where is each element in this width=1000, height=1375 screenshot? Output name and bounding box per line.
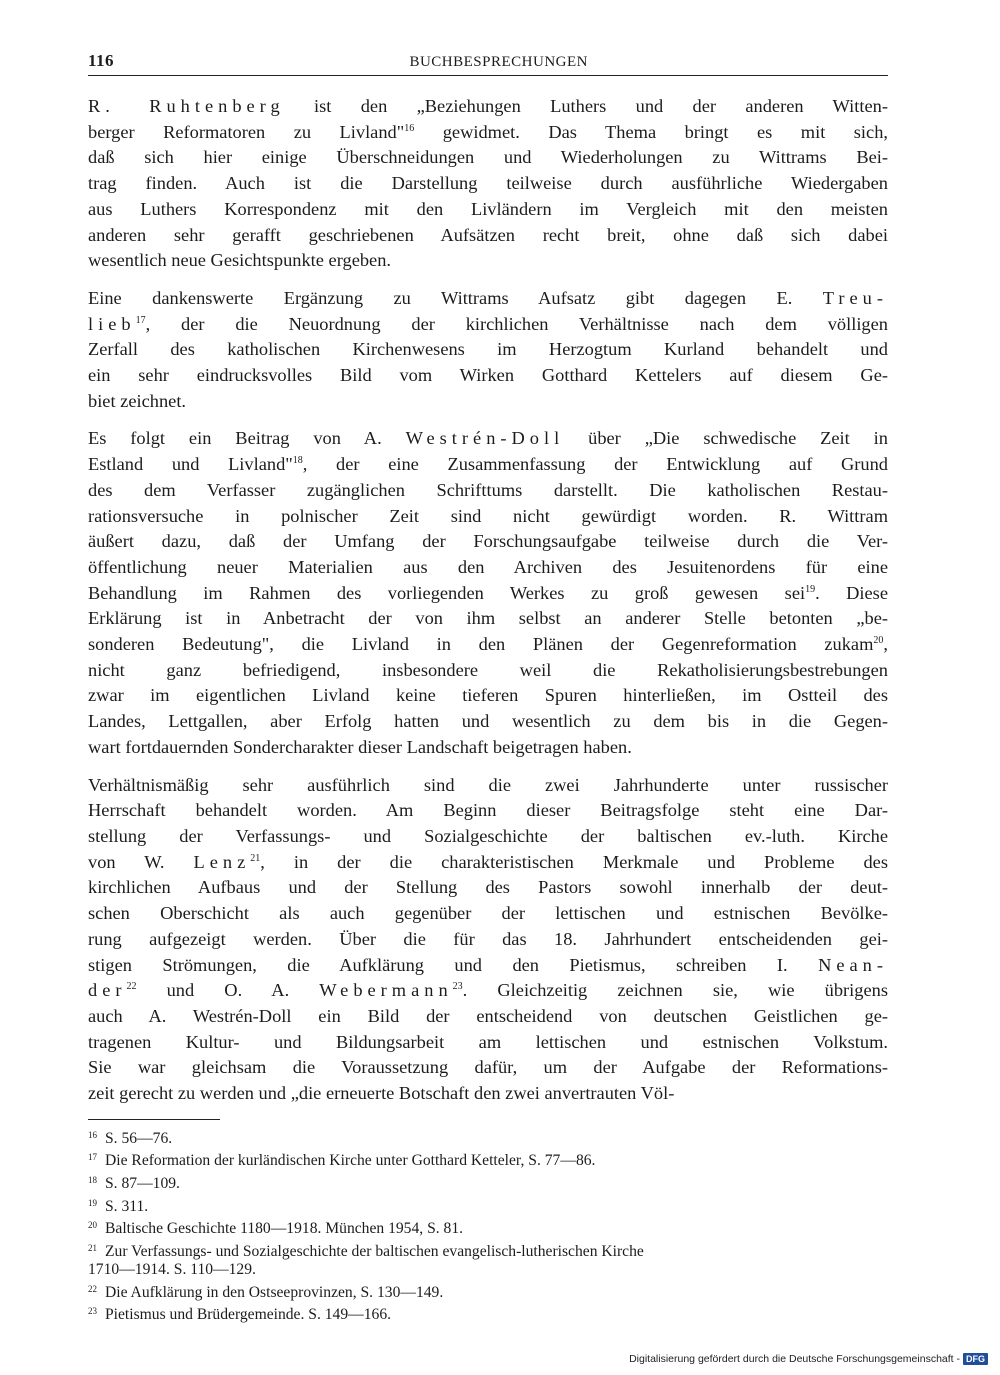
dfg-logo-icon: DFG: [963, 1353, 988, 1365]
footnote-ref: 21: [250, 852, 261, 864]
text-line: Estland und Livland"$^{18}$, der eine Zusammenfassung der Entwicklung auf Grund: [88, 454, 888, 475]
footnote-number: 22: [88, 1283, 97, 1294]
text-line: Erklärung ist in Anbetracht der von ihm selbst an anderer Stelle betonten „be-: [88, 608, 888, 629]
spaced-name: Webermann: [319, 980, 453, 1001]
text-line: nicht ganz befriedigend, insbesondere weil die Rekatholisierungsbestrebungen: [88, 659, 888, 680]
text-line: R. Ruhtenberg ist den „Beziehungen Luthers und der anderen Witten-: [88, 96, 888, 116]
footnote: [88, 1280, 888, 1303]
paragraph: [88, 94, 888, 274]
footnote-ref: 18: [292, 455, 303, 467]
spaced-name: der: [88, 980, 127, 1001]
body-text: [88, 94, 888, 1107]
footnote-text: Die Aufklärung in den Ostseeprovinzen, S. 130—149.: [105, 1283, 444, 1301]
text-line: des dem Verfasser zugänglichen Schrifttums darstellt. Die katholischen Restau-: [88, 479, 888, 500]
text-line: Landes, Lettgallen, aber Erfolg hatten und wesentlich zu dem bis in die Gegen-: [88, 711, 888, 732]
footnote: [88, 1302, 888, 1325]
text-line: äußert dazu, daß der Umfang der Forschungsaufgabe teilweise durch die Ver-: [88, 531, 888, 552]
footnote: [88, 1261, 888, 1280]
footnote-number: 21: [88, 1242, 97, 1253]
text-line: Eine dankenswerte Ergänzung zu Wittrams Aufsatz gibt dagegen E. Treu-: [88, 287, 888, 308]
footnote-text: Die Reformation der kurländischen Kirche unter Gotthard Ketteler, S. 77—86.: [105, 1152, 596, 1170]
page: [88, 50, 888, 1325]
footnote-ref: 20: [873, 635, 884, 647]
footnote-number: 17: [88, 1152, 97, 1163]
digitization-credit: [629, 1353, 988, 1365]
text-line: stigen Strömungen, die Aufklärung und den Pietismus, schreiben I. Nean-: [88, 954, 888, 975]
footnotes: [88, 1126, 888, 1325]
footnote: [88, 1239, 888, 1262]
footnote: [88, 1171, 888, 1194]
text-line: Behandlung im Rahmen des vorliegenden Werkes zu groß gewesen sei$^{19}$. Diese: [88, 582, 888, 603]
footnote-text: S. 56—76.: [105, 1129, 173, 1147]
text-line: tragenen Kultur- und Bildungsarbeit am lettischen und estnischen Volkstum.: [88, 1031, 888, 1052]
page-number: 116: [88, 51, 115, 70]
paragraph: [88, 426, 888, 760]
spaced-name: Westrén-Doll: [405, 428, 565, 449]
text-line: biet zeichnet.: [88, 390, 187, 411]
footnote-number: 16: [88, 1129, 97, 1140]
footnote-number: 20: [88, 1220, 97, 1231]
text-line: Es folgt ein Beitrag von A. Westrén-Doll über „Die schwedische Zeit in: [88, 428, 888, 449]
footnote: [88, 1126, 888, 1149]
text-line: wart fortdauernden Sondercharakter dieser Landschaft beigetragen haben.: [88, 736, 632, 757]
text-line: auch A. Westrén-Doll ein Bild der entscheidend von deutschen Geistlichen ge-: [88, 1005, 888, 1026]
footnote-ref: 17: [135, 314, 146, 326]
text-line: Zerfall des katholischen Kirchenwesens im Herzogtum Kurland behandelt und: [88, 339, 888, 360]
text-line: zwar im eigentlichen Livland keine tieferen Spuren hinterließen, im Ostteil des: [88, 685, 888, 706]
credit-text: Digitalisierung gefördert durch die Deutsche Forschungsgemeinschaft -: [629, 1353, 960, 1365]
text-line: sonderen Bedeutung", die Livland in den Plänen der Gegenreformation zukam$^{20}$,: [88, 634, 888, 655]
spaced-name: Treu-: [822, 287, 888, 308]
footnote-number: 18: [88, 1174, 97, 1185]
text-line: schen Oberschicht als auch gegenüber der lettischen und estnischen Bevölke-: [88, 903, 888, 924]
text-line: stellung der Verfassungs- und Sozialgeschichte der baltischen ev.-luth. Kirche: [88, 825, 888, 846]
footnote-divider: [88, 1119, 220, 1120]
text-line: öffentlichung neuer Materialien aus den Archiven des Jesuitenordens für eine: [88, 556, 888, 577]
footnote: [88, 1216, 888, 1239]
text-line: Herrschaft behandelt worden. Am Beginn dieser Beitragsfolge steht eine Dar-: [88, 800, 888, 821]
spaced-name: R. Ruhtenberg: [88, 96, 285, 116]
footnote-ref: 19: [805, 583, 816, 595]
footnote-number: 23: [88, 1306, 97, 1317]
text-line: trag finden. Auch ist die Darstellung teilweise durch ausführliche Wiedergaben: [88, 173, 888, 194]
running-title: BUCHBESPRECHUNGEN: [409, 54, 588, 70]
text-line: zeit gerecht zu werden und „die erneuerte Botschaft den zwei anvertrauten Völ-: [88, 1083, 675, 1104]
spaced-name: Nean-: [818, 954, 888, 975]
text-line: ein sehr eindrucksvolles Bild vom Wirken Gotthard Kettelers auf diesem Ge-: [88, 365, 888, 386]
footnote-ref: 23: [452, 981, 463, 993]
footnote-text: Pietismus und Brüdergemeinde. S. 149—166.: [105, 1306, 392, 1324]
paragraph: [88, 773, 888, 1107]
footnote-text: 1710—1914. S. 110—129.: [88, 1261, 256, 1279]
text-line: anderen sehr gerafft geschriebenen Aufsätzen recht breit, ohne daß sich dabei: [88, 224, 888, 245]
footnote-text: S. 87—109.: [105, 1174, 180, 1192]
paragraph: [88, 286, 888, 415]
footnote-ref: 16: [404, 122, 415, 134]
text-line: wesentlich neue Gesichtspunkte ergeben.: [88, 250, 392, 271]
text-line: berger Reformatoren zu Livland"$^{16}$ gewidmet. Das Thema bringt es mit sich,: [88, 121, 888, 142]
spaced-name: Lenz: [193, 851, 251, 872]
footnote-text: Baltische Geschichte 1180—1918. München 1954, S. 81.: [105, 1220, 464, 1238]
footnote-ref: 22: [126, 981, 137, 993]
text-line: kirchlichen Aufbaus und der Stellung des Pastors sowohl innerhalb der deut-: [88, 877, 888, 898]
spaced-name: lieb: [88, 313, 136, 334]
text-line: rung aufgezeigt werden. Über die für das 18. Jahrhundert entscheidenden gei-: [88, 928, 888, 949]
footnote-text: Zur Verfassungs- und Sozialgeschichte der baltischen evangelisch-lutherischen Kirche: [105, 1242, 644, 1260]
text-line: von W. Lenz$^{21}$, in der die charakteristischen Merkmale und Probleme des: [88, 851, 888, 872]
text-line: aus Luthers Korrespondenz mit den Livländern im Vergleich mit den meisten: [88, 198, 888, 219]
text-line: lieb$^{17}$, der die Neuordnung der kirchlichen Verhältnisse nach dem völligen: [88, 313, 888, 334]
text-line: der$^{22}$ und O. A. Webermann$^{23}$. Gleichzeitig zeichnen sie, wie übrigens: [88, 980, 888, 1001]
text-line: rationsversuche in polnischer Zeit sind nicht gewürdigt worden. R. Wittram: [88, 505, 888, 526]
text-line: Verhältnismäßig sehr ausführlich sind die zwei Jahrhunderte unter russischer: [88, 774, 888, 795]
footnote: [88, 1148, 888, 1171]
text-line: daß sich hier einige Überschneidungen und Wiederholungen zu Wittrams Bei-: [88, 147, 888, 168]
footnote-text: S. 311.: [105, 1197, 149, 1215]
footnote-number: 19: [88, 1197, 97, 1208]
text-line: Sie war gleichsam die Voraussetzung dafür, um der Aufgabe der Reformations-: [88, 1057, 888, 1078]
running-header: [88, 50, 888, 76]
footnote: [88, 1194, 888, 1217]
